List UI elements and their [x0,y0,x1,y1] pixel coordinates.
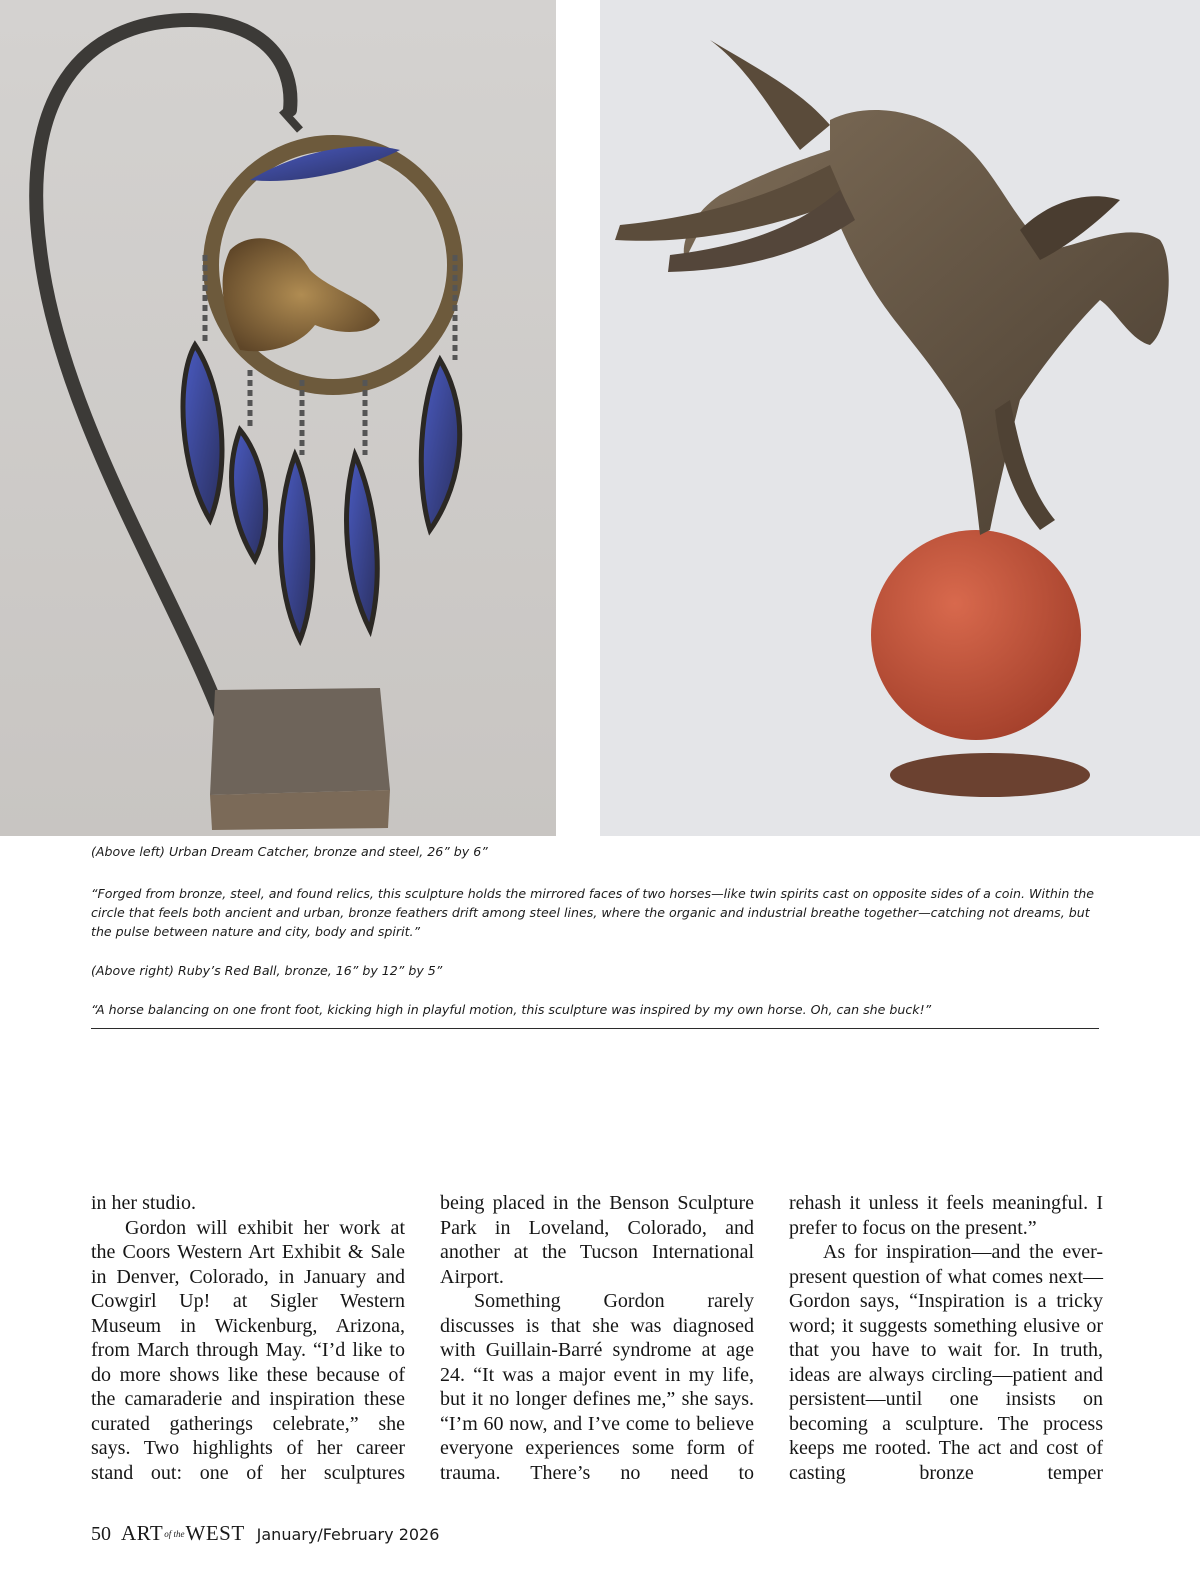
paragraph: in her studio. [91,1192,196,1214]
caption-divider [91,1028,1099,1029]
logo-of-the: of the [164,1529,185,1539]
logo-art: ART [121,1521,164,1545]
page-number: 50 [91,1523,111,1545]
dream-catcher-sculpture-image [0,0,556,836]
horse-on-ball-sculpture-image [600,0,1200,836]
paragraph: As for inspiration—and the ever-present question of what comes next—Gordon says, “Inspiration is a tricky word; it suggests something elusive or that you have to wait for. In truth, ideas are always circling—patient and persistent—until one insists on becoming a sculpture. The process keeps me rooted. The act and cost of casting bronze temper [789,1241,1103,1484]
article-column-2 [440,1191,754,1485]
photo-captions [91,842,1101,1019]
paragraph: rehash it unless it feels meaningful. I prefer to focus on the present.” [789,1192,1103,1239]
logo-west: WEST [185,1521,245,1545]
paragraph: Something Gordon rarely discusses is that she was diagnosed with Guillain-Barré syndrome at age 24. “It was a major event in my life, but it no longer defines me,” she says. “I’m 60 now, and I’ve come to believe everyone experiences some form of trauma. There’s no need to [440,1290,754,1484]
caption-right-quote: “A horse balancing on one front foot, kicking high in playful motion, this sculpture was inspired by my own horse. Oh, can she buck!” [91,1002,932,1017]
page-footer [91,1521,439,1551]
photo-rubys-red-ball [600,0,1200,836]
caption-right-title: (Above right) Ruby’s Red Ball, bronze, 16” by 12” by 5” [91,963,443,978]
paragraph: being placed in the Benson Sculpture Park in Loveland, Colorado, and another at the Tucson International Airport. [440,1192,754,1288]
magazine-logo [121,1521,245,1546]
photo-urban-dream-catcher [0,0,556,836]
caption-left-title: (Above left) Urban Dream Catcher, bronze and steel, 26” by 6” [91,844,488,859]
caption-left-quote: “Forged from bronze, steel, and found relics, this sculpture holds the mirrored faces of two horses—like twin spirits cast on opposite sides of a coin. Within the circle that feels both ancient and urban, bronze feathers drift among steel lines, where the organic and industrial breathe together—catching not dreams, but the pulse between nature and city, body and spirit.” [91,886,1095,939]
issue-date: January/February 2026 [256,1525,440,1544]
article-column-1 [91,1191,405,1485]
paragraph: Gordon will exhibit her work at the Coors Western Art Exhibit & Sale in Denver, Colorado, in January and Cowgirl Up! at Sigler Western Museum in Wickenburg, Arizona, from March through May. “I’d like to do more shows like these because of the camaraderie and inspiration these curated gatherings celebrate,” she says. Two highlights of her career stand out: one of her sculptures [91,1216,405,1484]
article-column-3 [789,1191,1103,1485]
